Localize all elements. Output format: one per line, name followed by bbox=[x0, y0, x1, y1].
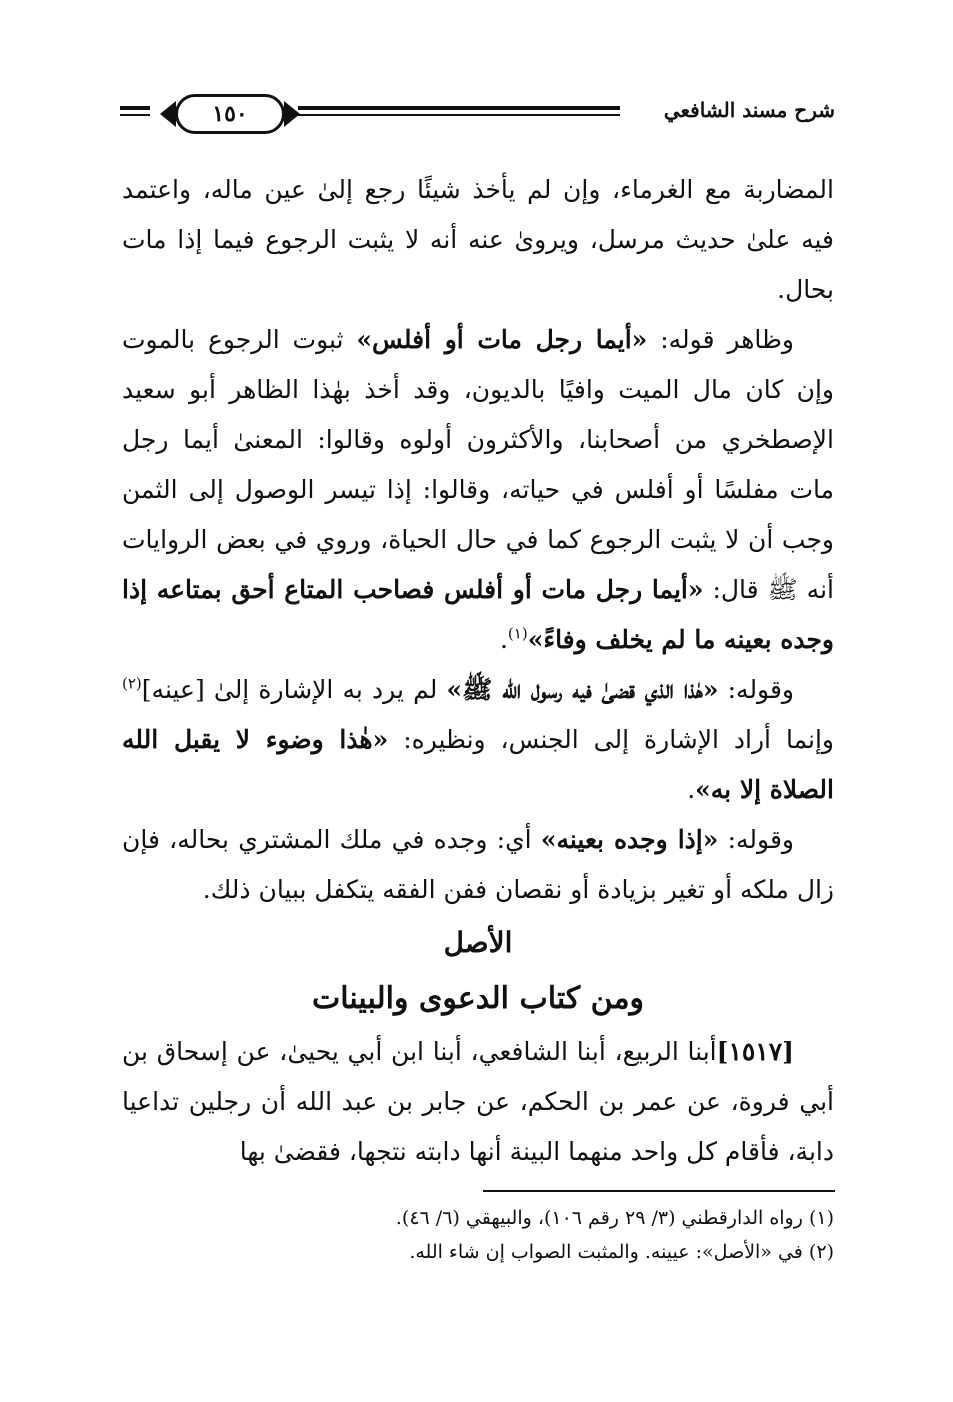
p4-quote: «إذا وجده بعينه» bbox=[540, 825, 719, 854]
main-text bbox=[122, 165, 834, 1177]
footnote-separator bbox=[483, 1190, 835, 1192]
header-rule-end-2 bbox=[120, 114, 150, 116]
page-number: ١٥٠ bbox=[212, 101, 248, 127]
footnote-ref-2[interactable]: (٢) bbox=[122, 674, 142, 693]
p3-text-f: . bbox=[687, 775, 696, 804]
section-heading-asl: الأصل bbox=[443, 926, 513, 959]
p3-text-c: لم يرد به الإشارة إلىٰ [عينه] bbox=[141, 675, 447, 704]
header-rule-right bbox=[298, 106, 620, 110]
chapter-heading: ومن كتاب الدعوى والبينات bbox=[311, 981, 645, 1016]
footnote-2: (٢) في «الأصل»: عيينه. والمثبت الصواب إن شاء الله. bbox=[409, 1241, 834, 1263]
p3-quote-1: «هٰذا الذي قضىٰ فيه رسول الله ﷺ» bbox=[446, 675, 719, 704]
badge-tip-left bbox=[160, 101, 176, 127]
page-number-badge bbox=[175, 94, 285, 134]
p4-text-c: أي: وجده في ملك المشتري بحاله، فإن زال ملكه أو تغير بزيادة أو نقصان ففن الفقه يتكفل ببيان ذلك. bbox=[122, 825, 834, 904]
p2-text-e: . bbox=[499, 625, 508, 654]
paragraph-5 bbox=[122, 1027, 834, 1177]
header-rule-right-2 bbox=[298, 114, 620, 116]
footnote-1: (١) رواه الدارقطني (٣/ ٢٩ رقم ١٠٦)، والبيهقي (٦/ ٤٦). bbox=[395, 1207, 834, 1229]
p3-quote-2: «هٰذا وضوء لا يقبل الله الصلاة إلا به» bbox=[122, 725, 834, 804]
running-title: شرح مسند الشافعي bbox=[663, 98, 835, 122]
header-rule-end bbox=[120, 106, 150, 110]
p3-text-a: وقوله: bbox=[718, 675, 794, 704]
p4-text-a: وقوله: bbox=[718, 825, 794, 854]
footnotes bbox=[180, 1201, 834, 1269]
paragraph-2 bbox=[122, 315, 834, 665]
paragraph-3 bbox=[122, 665, 834, 815]
p2-text-a: وظاهر قوله: bbox=[647, 325, 794, 354]
paragraph-4 bbox=[122, 815, 834, 915]
hadith-text: أبنا الربيع، أبنا الشافعي، أبنا ابن أبي يحيىٰ، عن إسحاق بن أبي فروة، عن عمر بن الحكم، عن جابر بن عبد الله أن رجلين تداعيا دابة، فأقام كل واحد منهما البينة أنها دابته نتجها، فقضىٰ بها bbox=[122, 1037, 834, 1166]
page-header bbox=[120, 92, 835, 140]
p2-quote-1: «أيما رجل مات أو أفلس» bbox=[356, 325, 648, 354]
footnote-ref-1[interactable]: (١) bbox=[507, 624, 528, 643]
badge-tip-right bbox=[284, 101, 300, 127]
p3-text-d: وإنما أراد الإشارة إلى الجنس، ونظيره: bbox=[388, 725, 834, 754]
p2-quote-2: «أيما رجل مات أو أفلس فصاحب المتاع أحق بمتاعه إذا وجده بعينه ما لم يخلف وفاءً» bbox=[122, 575, 834, 654]
hadith-number: [١٥١٧] bbox=[716, 1037, 794, 1066]
p2-text-c: ثبوت الرجوع بالموت وإن كان مال الميت وافيًا بالديون، وقد أخذ بهٰذا الظاهر أبو سعيد الإصطخري من أصحابنا، والأكثرون أولوه وقالوا: المعنىٰ أيما رجل مات مفلسًا أو أفلس في حياته، وقالوا: إذا تيسر الوصول إلى الثمن وجب أن لا يثبت الرجوع كما في حال الحياة، وروي في بعض الروايات أنه ﷺ قال: bbox=[122, 325, 834, 604]
paragraph-1: المضاربة مع الغرماء، وإن لم يأخذ شيئًا رجع إلىٰ عين ماله، واعتمد فيه علىٰ حديث مرسل، ويروىٰ عنه أنه لا يثبت الرجوع فيما إذا مات بحال. bbox=[122, 175, 834, 304]
